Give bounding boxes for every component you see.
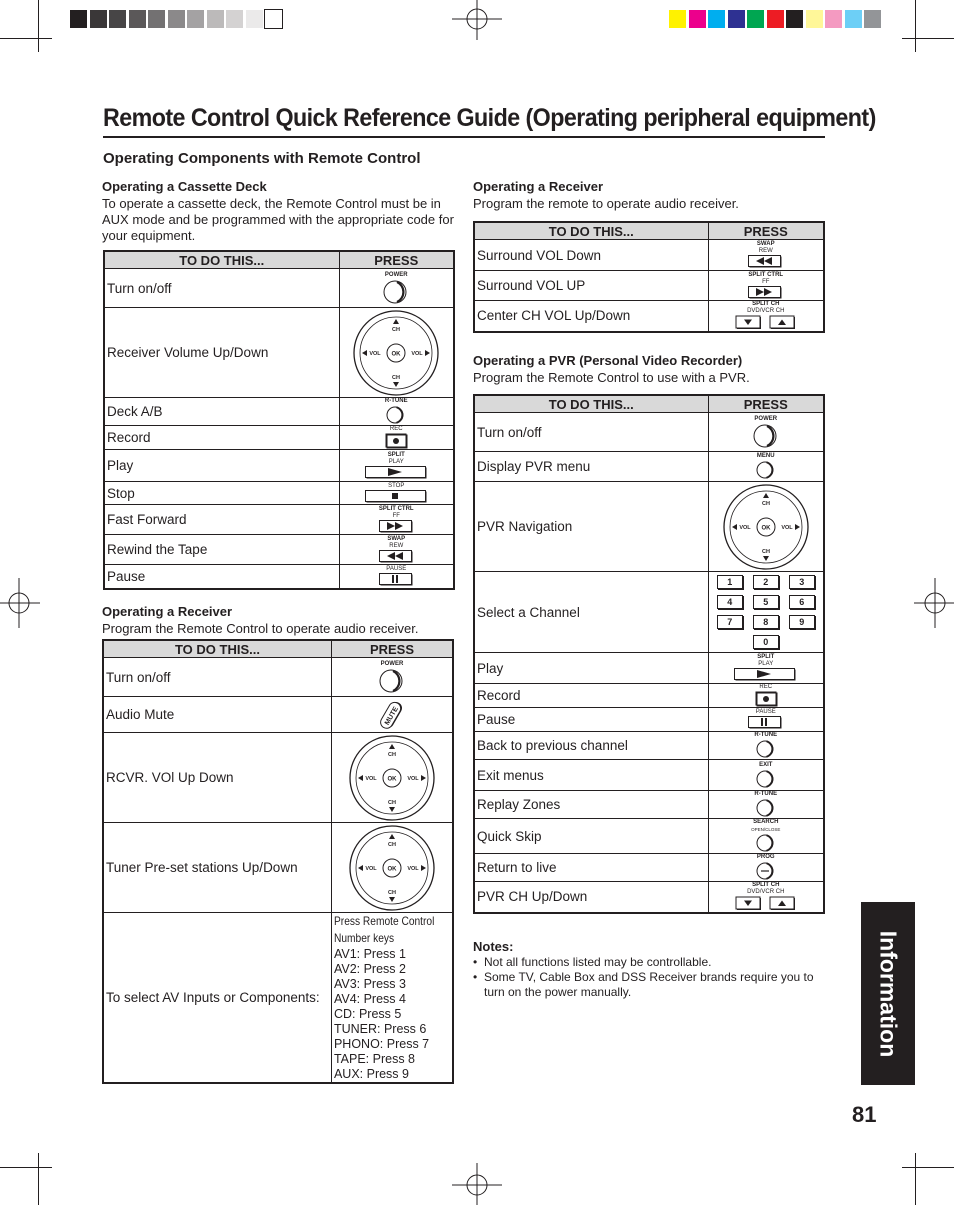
rewind-icon	[340, 550, 454, 564]
power-icon	[340, 279, 454, 305]
fast-forward-icon	[340, 520, 454, 534]
power-button: POWER	[339, 269, 454, 308]
pvr-heading: Operating a PVR (Personal Video Recorder)	[473, 353, 743, 368]
pause-button: PAUSE	[708, 708, 824, 732]
cassette-description: To operate a cassette deck, the Remote Control must be in AUX mode and be programmed with the appropriate code for your equipment.	[102, 196, 454, 243]
table-row: Rewind the Tape	[104, 535, 339, 565]
av-list-item: TUNER: Press 6	[333, 1022, 427, 1036]
svg-text:CH: CH	[761, 500, 770, 507]
crop-mark	[902, 38, 954, 39]
digit-key: 8	[753, 615, 779, 629]
header-action: TO DO THIS...	[104, 251, 339, 269]
crop-mark	[38, 1153, 39, 1205]
record-icon	[340, 433, 454, 449]
table-row: Quick Skip	[474, 819, 708, 854]
svg-text:OK: OK	[391, 351, 401, 357]
navigation-pad	[331, 733, 453, 823]
prog-button: PROG	[708, 854, 824, 882]
table-row: Turn on/off	[103, 658, 331, 697]
av-list-item: AUX: Press 9	[333, 1067, 409, 1081]
navigation-pad	[339, 308, 454, 398]
notes-list	[473, 955, 825, 1000]
power-icon	[332, 668, 452, 694]
table-row: Turn on/off	[474, 413, 708, 452]
header-press: PRESS	[708, 395, 824, 413]
table-row: Fast Forward	[104, 505, 339, 535]
color-swatch	[825, 10, 842, 28]
table-row: Replay Zones	[474, 791, 708, 819]
r-tune-icon	[709, 798, 824, 818]
color-swatch	[90, 10, 107, 28]
number-keypad	[708, 572, 824, 653]
color-swatch	[148, 10, 165, 28]
digit-key: 5	[753, 595, 779, 609]
pause-button: PAUSE	[339, 565, 454, 589]
receiver-description-left: Program the Remote Control to operate audio receiver.	[102, 621, 419, 636]
receiver-heading-left: Operating a Receiver	[102, 604, 233, 619]
search-button: SEARCH OPEN/CLOSE	[708, 819, 824, 854]
digit-key: 4	[717, 595, 743, 609]
color-swatch	[864, 10, 881, 28]
color-swatch	[207, 10, 224, 28]
pvr-table	[473, 394, 825, 914]
play-button: SPLIT PLAY	[708, 653, 824, 684]
search-icon	[709, 833, 824, 853]
svg-text:VOL: VOL	[369, 350, 381, 357]
svg-text:CH: CH	[392, 326, 401, 333]
exit-icon	[709, 769, 824, 789]
table-row: Pause	[474, 708, 708, 732]
table-row: Play	[104, 450, 339, 482]
digit-key: 0	[753, 635, 779, 649]
receiver-heading-right: Operating a Receiver	[473, 179, 604, 194]
table-row: Exit menus	[474, 760, 708, 791]
pause-icon	[709, 716, 824, 730]
av-list-item: CD: Press 5	[333, 1007, 402, 1021]
crop-mark	[915, 1153, 916, 1205]
rec-button: REC	[339, 426, 454, 450]
crop-mark	[0, 38, 52, 39]
av-header-1: Press Remote Control	[333, 914, 435, 928]
note-item: • Some TV, Cable Box and DSS Receiver brands require you to turn on the power manually.	[473, 970, 814, 999]
color-swatch	[70, 10, 87, 28]
page-number: 81	[852, 1102, 877, 1127]
rewind-icon	[709, 255, 824, 269]
split-ch-buttons: SPLIT CH DVD/VCR CH	[708, 882, 824, 913]
color-swatch	[246, 10, 263, 28]
av-list-item: AV3: Press 3	[333, 977, 406, 991]
split-ch-buttons: SPLIT CH DVD/VCR CH	[708, 301, 824, 332]
table-row: Tuner Pre-set stations Up/Down	[103, 823, 331, 913]
receiver-table-right	[473, 221, 825, 333]
header-action: TO DO THIS...	[474, 395, 708, 413]
digit-key: 1	[717, 575, 743, 589]
av-header-2: Number keys	[333, 931, 395, 945]
r-tune-icon	[340, 405, 454, 425]
rew-button: SWAP REW	[708, 240, 824, 271]
receiver-table-left	[102, 639, 454, 1084]
av-list-item: AV1: Press 1	[333, 947, 406, 961]
power-icon	[709, 423, 824, 449]
header-action: TO DO THIS...	[474, 222, 708, 240]
av-list	[334, 947, 452, 1082]
r-tune-button: R-TUNE	[339, 398, 454, 426]
svg-text:VOL: VOL	[365, 865, 377, 872]
av-list-item: AV4: Press 4	[333, 992, 406, 1006]
mute-button	[331, 697, 453, 733]
pause-icon	[340, 573, 454, 587]
table-row: Play	[474, 653, 708, 684]
registration-mark	[452, 0, 502, 42]
color-swatch	[265, 10, 282, 28]
ff-button: SPLIT CTRL FF	[708, 271, 824, 301]
digit-key: 3	[789, 575, 815, 589]
registration-mark	[914, 578, 954, 628]
cassette-table	[103, 250, 455, 590]
digit-key: 2	[753, 575, 779, 589]
digit-key: 9	[789, 615, 815, 629]
section-title: Operating Components with Remote Control	[103, 150, 421, 167]
table-row: Receiver Volume Up/Down	[104, 308, 339, 398]
av-list-item: PHONO: Press 7	[333, 1037, 430, 1051]
svg-text:OK: OK	[387, 866, 397, 872]
table-row: Center CH VOL Up/Down	[474, 301, 708, 332]
table-row: Record	[104, 426, 339, 450]
av-list-item: AV2: Press 2	[333, 962, 406, 976]
digit-key: 7	[717, 615, 743, 629]
color-swatch	[845, 10, 862, 28]
header-press: PRESS	[708, 222, 824, 240]
play-icon	[709, 668, 824, 682]
header-press: PRESS	[339, 251, 454, 269]
color-swatch	[129, 10, 146, 28]
svg-text:CH: CH	[387, 841, 396, 848]
svg-text:VOL: VOL	[739, 524, 751, 531]
menu-icon	[709, 460, 824, 480]
svg-text:CH: CH	[761, 548, 770, 555]
table-row: Audio Mute	[103, 697, 331, 733]
table-row: Surround VOL UP	[474, 271, 708, 301]
r-tune-button: R-TUNE	[708, 791, 824, 819]
title-rule	[103, 136, 825, 138]
table-row: Pause	[104, 565, 339, 589]
power-button: POWER	[331, 658, 453, 697]
color-swatch	[708, 10, 725, 28]
cassette-heading: Operating a Cassette Deck	[102, 179, 267, 194]
prog-icon	[709, 861, 824, 881]
color-swatch	[226, 10, 243, 28]
header-action: TO DO THIS...	[103, 640, 331, 658]
color-swatch	[806, 10, 823, 28]
navigation-pad	[331, 823, 453, 913]
color-swatch	[767, 10, 784, 28]
svg-text:CH: CH	[392, 374, 401, 381]
svg-text:VOL: VOL	[407, 865, 419, 872]
r-tune-icon	[709, 739, 824, 759]
play-button: SPLIT PLAY	[339, 450, 454, 482]
svg-text:VOL: VOL	[411, 350, 423, 357]
ff-button: SPLIT CTRL FF	[339, 505, 454, 535]
svg-text:VOL: VOL	[365, 775, 377, 782]
stop-button: STOP	[339, 482, 454, 505]
crop-mark	[38, 0, 39, 52]
r-tune-button: R-TUNE	[708, 732, 824, 760]
navigation-pad	[708, 482, 824, 572]
receiver-description-right: Program the remote to operate audio receiver.	[473, 196, 739, 211]
svg-text:MUTE: MUTE	[383, 705, 400, 726]
fast-forward-icon	[709, 286, 824, 300]
up-down-icon	[709, 315, 824, 330]
svg-text:CH: CH	[387, 751, 396, 758]
table-row: Return to live	[474, 854, 708, 882]
table-row: Back to previous channel	[474, 732, 708, 760]
table-row: Deck A/B	[104, 398, 339, 426]
header-press: PRESS	[331, 640, 453, 658]
av-list-item: TAPE: Press 8	[333, 1052, 415, 1066]
stop-icon	[340, 490, 454, 504]
av-inputs-cell	[331, 913, 453, 1084]
color-swatch	[786, 10, 803, 28]
table-row: To select AV Inputs or Components:	[103, 913, 331, 1084]
section-tab-label: Information	[875, 930, 902, 1058]
page-title: Remote Control Quick Reference Guide (Operating peripheral equipment)	[103, 104, 876, 132]
crop-mark	[915, 0, 916, 52]
record-icon	[709, 691, 824, 707]
mute-icon	[332, 698, 452, 732]
registration-mark	[0, 578, 40, 628]
table-row: Surround VOL Down	[474, 240, 708, 271]
color-swatch	[747, 10, 764, 28]
svg-text:CH: CH	[387, 889, 396, 896]
table-row: Record	[474, 684, 708, 708]
section-tab	[861, 902, 915, 1085]
table-row: RCVR. VOl Up Down	[103, 733, 331, 823]
table-row: Select a Channel	[474, 572, 708, 653]
power-button: POWER	[708, 413, 824, 452]
note-item: • Not all functions listed may be controllable.	[473, 955, 712, 969]
crop-mark	[0, 1167, 52, 1168]
svg-text:CH: CH	[387, 799, 396, 806]
table-row: PVR Navigation	[474, 482, 708, 572]
registration-mark	[452, 1163, 502, 1205]
menu-button: MENU	[708, 452, 824, 482]
digit-key: 6	[789, 595, 815, 609]
svg-text:OK: OK	[761, 525, 771, 531]
notes-heading: Notes:	[473, 939, 514, 954]
rec-button: REC	[708, 684, 824, 708]
up-down-icon	[709, 896, 824, 911]
table-row: Stop	[104, 482, 339, 505]
exit-button: EXIT	[708, 760, 824, 791]
play-icon	[340, 466, 454, 480]
color-swatch	[109, 10, 126, 28]
crop-mark	[902, 1167, 954, 1168]
svg-text:VOL: VOL	[781, 524, 793, 531]
table-row: Display PVR menu	[474, 452, 708, 482]
rew-button: SWAP REW	[339, 535, 454, 565]
pvr-description: Program the Remote Control to use with a PVR.	[473, 370, 750, 385]
color-swatch	[669, 10, 686, 28]
table-row: PVR CH Up/Down	[474, 882, 708, 913]
table-row: Turn on/off	[104, 269, 339, 308]
color-swatch	[689, 10, 706, 28]
color-swatch	[168, 10, 185, 28]
svg-text:OK: OK	[387, 776, 397, 782]
color-swatch	[187, 10, 204, 28]
color-swatch	[728, 10, 745, 28]
svg-text:VOL: VOL	[407, 775, 419, 782]
